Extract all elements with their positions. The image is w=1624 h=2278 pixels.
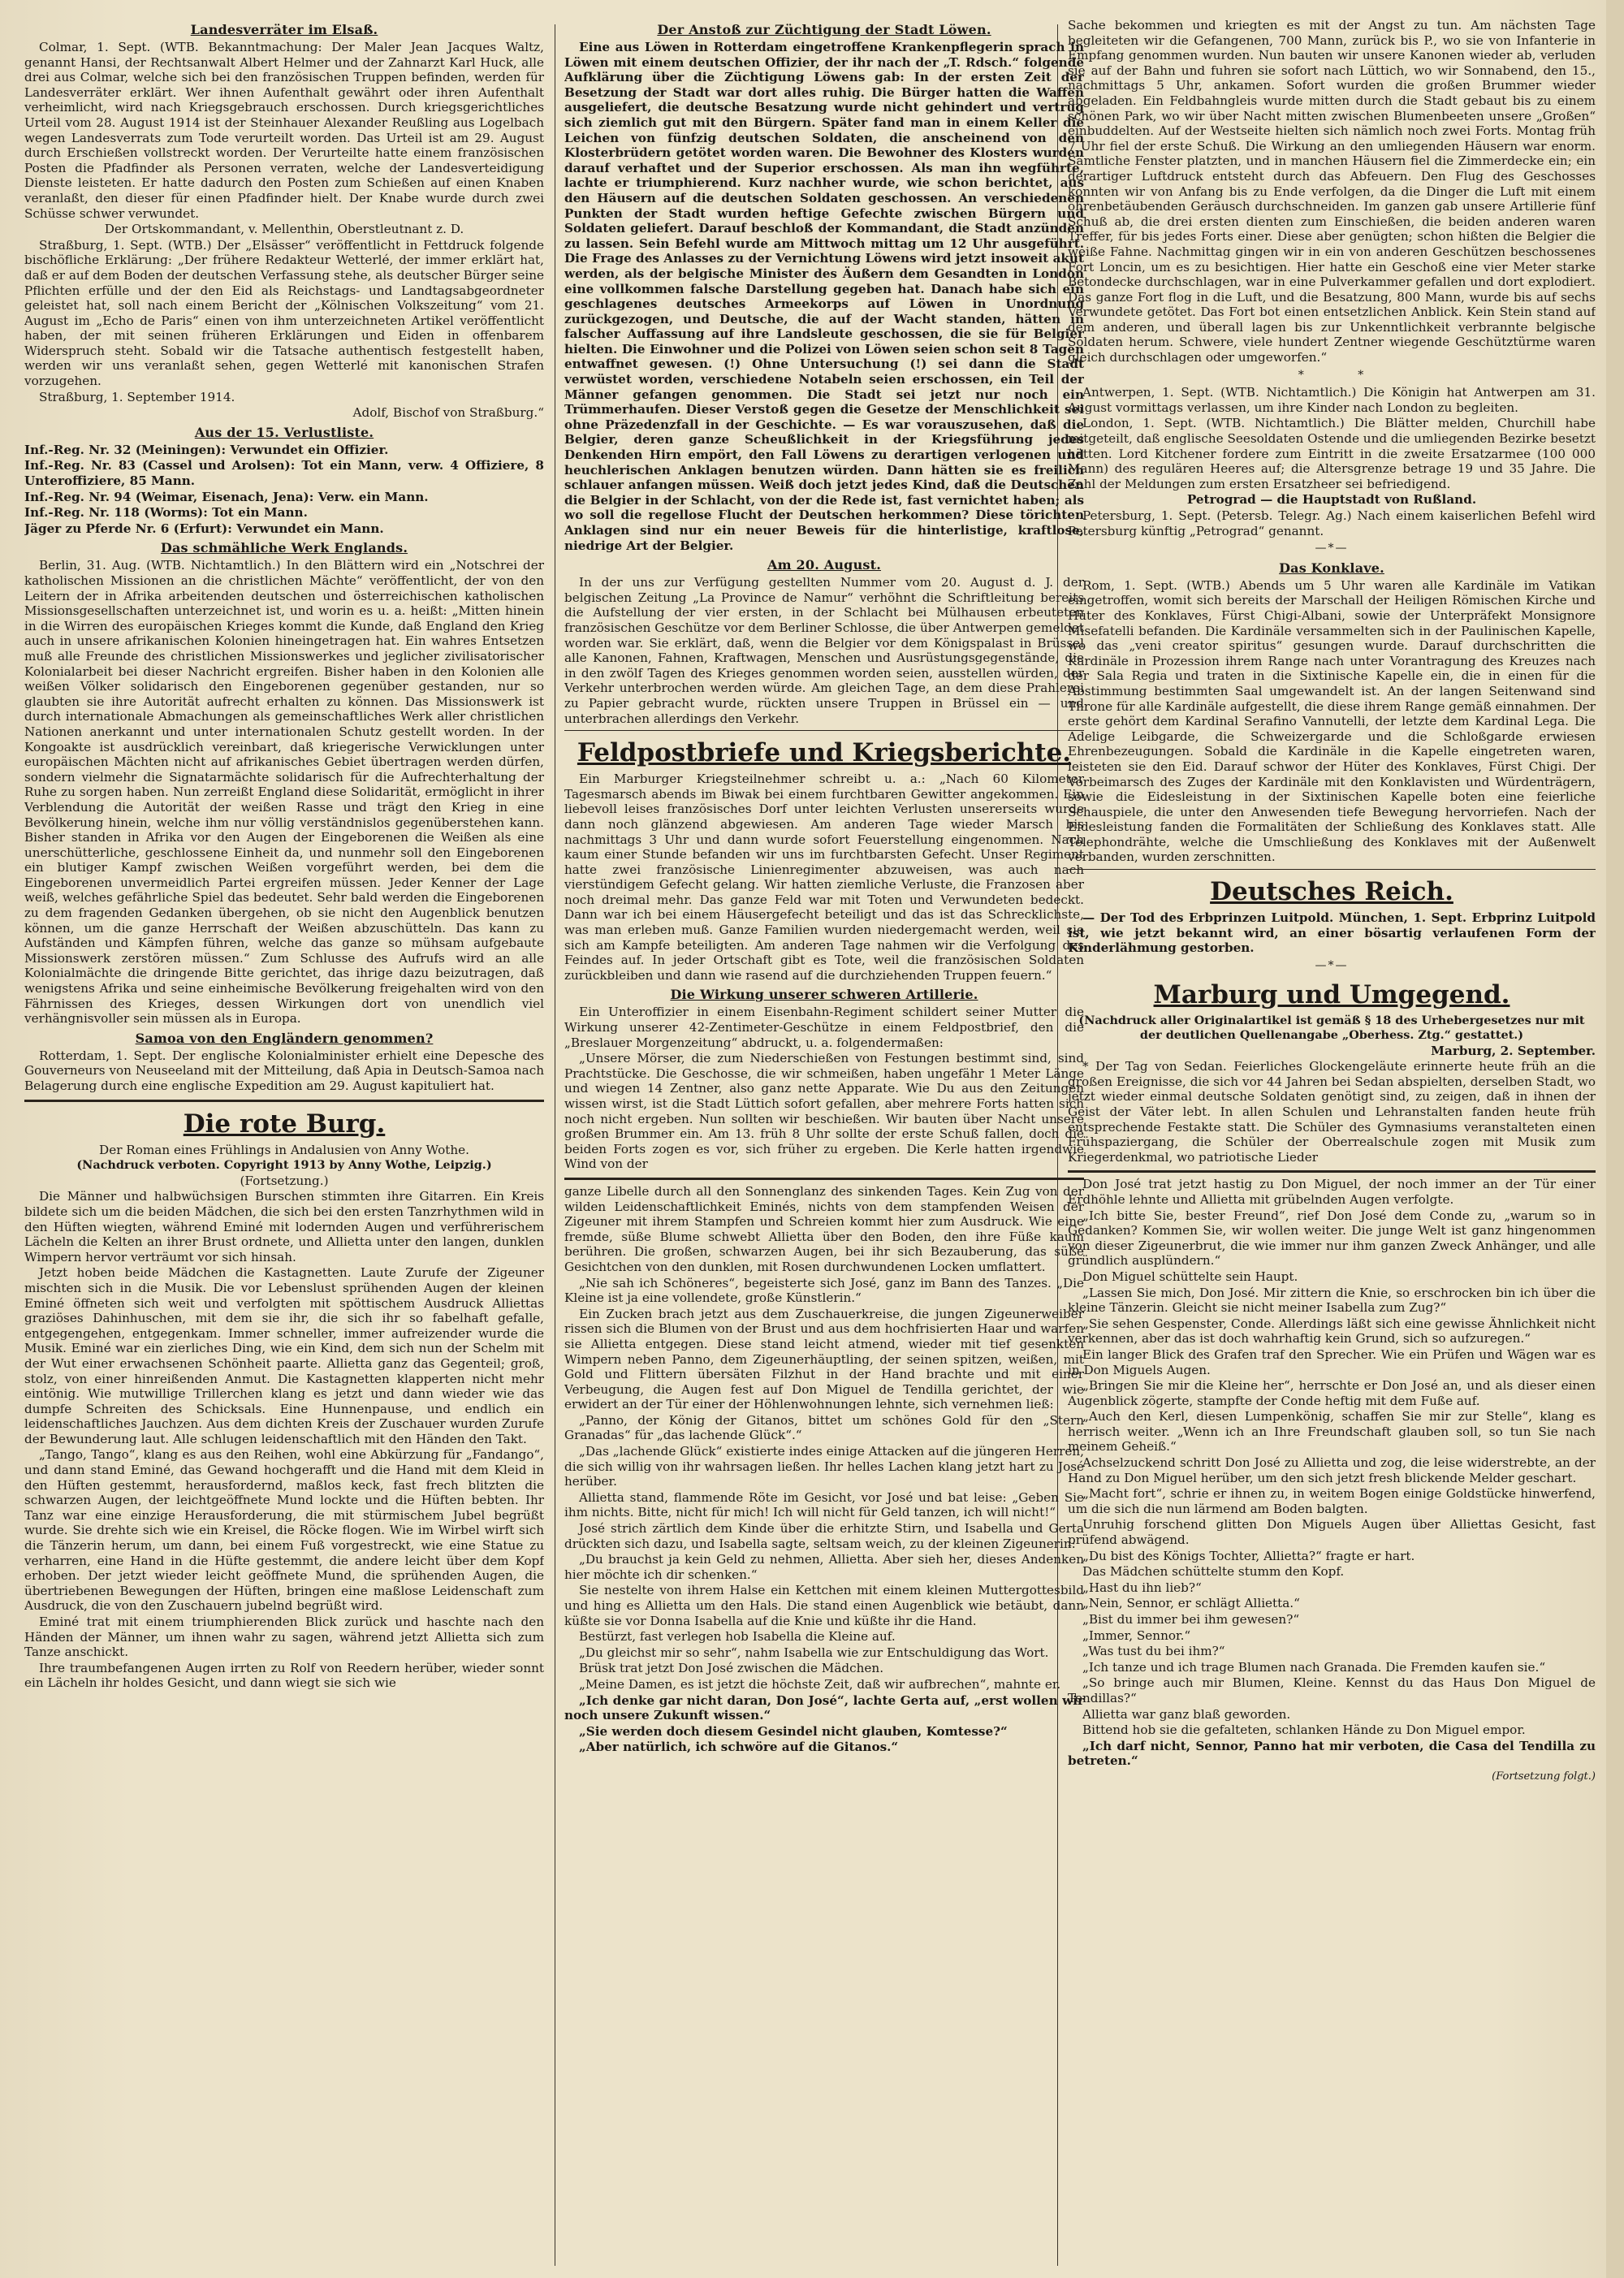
list-item: Inf.-Reg. Nr. 118 (Worms): Tot ein Mann. <box>24 505 308 521</box>
paragraph: Straßburg, 1. Sept. (WTB.) Der „Elsässer“ veröffentlicht in Fettdruck folgende bischöfliche Erklärung: „Der frühere Redakteur Wetterlé, der immer erklärt hat, daß er auf dem Boden der deutschen Verfassung stehe, als deutscher Bürger seine Pflichten erfülle und der den Eid als Reichstags- und Landtagsabgeordneter geleistet hat, soll nach einem Bericht der „Kölnischen Volkszeitung“ vom 21. August im „Echo de Paris“ einen von ihm unterzeichneten Artikel veröffentlicht haben, der mit seinen früheren Erklärungen und Eiden in offenbarem Widerspruch steht. Sobald wir die Tatsache authentisch festgestellt haben, werden wir uns veranlaßt sehen, gegen Wetterlé mit kanonischen Strafen vorzugehen. <box>24 237 544 389</box>
list-item: Inf.-Reg. Nr. 94 (Weimar, Eisenach, Jena): Verw. ein Mann. <box>24 489 429 504</box>
paragraph: „Immer, Sennor.“ <box>1082 1627 1191 1643</box>
paragraph: Ihre traumbefangenen Augen irrten zu Rolf von Reedern herüber, wieder sonnt ein Lächeln ihr holdes Gesicht, und dann wiegt sie sich wie <box>24 1660 544 1691</box>
paragraph: * Der Tag von Sedan. Feierliches Glockengeläute erinnerte heute früh an die großen Ereignisse, die sich vor 44 Jahren bei Sedan abspielten, derselben Stadt, wo jetzt wieder einmal deutsche Soldaten genötigt sind, zu zeigen, daß in ihnen der Geist der Väter lebt. In allen Schulen und Lehranstalten fanden heute früh entsprechende Festakte statt. Die Schüler des Gymnasiums veranstalteten einen Frühspaziergang, die Schüler der Oberrealschule zogen mit Musik zum Kriegerdenkmal, wo patriotische Lieder <box>1068 1059 1596 1165</box>
paragraph: „Bringen Sie mir die Kleine her“, herrschte er Don José an, und als dieser einen Augenblick zögerte, stampfte der Conde heftig mit dem Fuße auf. <box>1068 1378 1596 1408</box>
section-rule <box>24 1100 544 1102</box>
list-item: Inf.-Reg. Nr. 83 (Cassel und Arolsen): Tot ein Mann, verw. 4 Offiziere, 8 Unteroffiziere, 85 Mann. <box>24 458 544 489</box>
paragraph: Ein Marburger Kriegsteilnehmer schreibt u. a.: „Nach 60 Kilometer Tagesmarsch abends im Biwak bei einem furchtbaren Gewitter angekommen. Ein liebevoll leises französisches Dorf unter leichten Verlusten unsererseits wurde dann noch glänzend abgewiesen. Am anderen Tage wieder Marsch bis nachmittags 3 Uhr und dann wurde sofort Feuerstellung eingenommen. Nach kaum einer Stunde befanden wir uns im furchtbarsten Gefecht. Unser Regiment hatte zwei französische Linienregimenter abzuweisen, was auch nach vierstündigem Gefecht gelang. Wir hatten ziemliche Verluste, die Franzosen aber noch dreimal mehr. Das ganze Feld war mit Toten und Verwundeten bedeckt. Dann war ich bei einem Häusergefecht beteiligt und das ist das Schrecklichste, was man erleben muß. Ganze Familien wurden niedergemacht werden, weil sie sich am Kampfe beteiligten. Am anderen Tage nahmen wir die Verfolgung des Feindes auf. In jeder Ortschaft gibt es Tote, weil die französischen Soldaten zurückbleiben und dann wie rasend auf die durchziehenden Truppen feuern.“ <box>564 772 1084 983</box>
feuilleton-title: Die rote Burg. <box>183 1109 386 1139</box>
copyright-note: (Nachdruck verboten. Copyright 1913 by Anny Wothe, Leipzig.) <box>76 1158 492 1173</box>
page-edge <box>1606 0 1624 2278</box>
paragraph: Berlin, 31. Aug. (WTB. Nichtamtlich.) In den Blättern wird ein „Notschrei der katholischen Missionen an die christlichen Mächte“ veröffentlicht, der von den Leitern der in Afrika arbeitenden deutschen und österreichischen katholischen Missionsgesellschaften unterzeichnet ist, und worin es u. a. heißt: „Mitten hinein in die Wirren des europäischen Krieges kommt die Kunde, daß England den Krieg auch in unsere afrikanischen Kolonien hineingetragen hat. Ein wahres Entsetzen muß alle Freunde des christlichen Missionswerkes und jeglicher zivilisatorischer Kolonialarbeit bei dieser Nachricht ergreifen. Bisher haben in den Kolonien alle weißen Völker solidarisch den Eingeborenen gegenüber gestanden, nur so glaubten sie ihre Autorität aufrecht erhalten zu können. Das Missionswerk ist durch internationale Abmachungen als gemeinschaftliches Werk aller christlichen Nationen anerkannt und unter internationalen Schutz gestellt worden. In der Kongoakte ist ausdrücklich vereinbart, daß kriegerische Verwicklungen unter europäischen Mächten nicht auf afrikanisches Gebiet übertragen werden dürfen, sondern vielmehr die Signatarmächte solidarisch für die Aufrechterhaltung der Ruhe zu sorgen haben. Nun zerreißt England diese Solidarität, ermöglicht in ihrer Verblendung die Autorität der weißen Rasse und trägt den Krieg in eine Bevölkerung hinein, welche ihm nur völlig verständnislos gegenüberstehen kann. Bisher standen in Afrika vor den Augen der Eingeborenen die Weißen als eine unerschütterliche, geschlossene Einheit da, und nunmehr soll den Eingeborenen ein blutiger Kampf zwischen Weißen vorgeführt werden, bei dem die Eingeborenen unvermeidlich Partei ergreifen müssen. Jeder Kenner der Lage weiß, welches gefährliche Spiel das bedeutet. Sehr bald werden die Eingeborenen zu dem fragenden Gedanken übergehen, ob sie nicht den Augenblick benutzen können, um die ganze Herrschaft der Weißen abzuschütteln. Das kann zu Aufständen und Kämpfen führen, welche das ganze so mühsam aufgebaute Missionswerk zerstören müssen.“ Zum Schlusse des Aufrufs wird an alle Kolonialmächte die dringende Bitte gerichtet, das ihrige dazu beizutragen, daß wenigstens Afrika und seine einheimische Bevölkerung freigehalten wird von den Fährnissen des Krieges, dessen Wirkungen dort von unendlich viel verhängnisvoller sein müssen als in Europa. <box>24 558 544 1027</box>
paragraph: Allietta war ganz blaß geworden. <box>1082 1706 1291 1722</box>
continuation-note: (Fortsetzung.) <box>240 1173 329 1188</box>
paragraph: „Du brauchst ja kein Geld zu nehmen, Allietta. Aber sieh her, dieses Andenken hier möchte ich dir schenken.“ <box>564 1552 1084 1582</box>
headline-konklave: Das Konklave. <box>1279 560 1384 576</box>
headline-loewen: Der Anstoß zur Züchtigung der Stadt Löwen. <box>657 22 991 37</box>
paragraph: „Was tust du bei ihm?“ <box>1082 1644 1225 1659</box>
separator-asterisk: —*— <box>1315 958 1349 972</box>
paragraph: „Tango, Tango“, klang es aus den Reihen, wohl eine Abkürzung für „Fandango“, und dann stand Eminé, das Gewand hochgerafft und die Hand mit dem Kleid in den Hüften gestemmt, herausfordernd, maßlos keck, fast frech blitzten die schwarzen Augen, der leichtgeöffnete Mund lockte und die Hüften bebten. Ihr Tanz war eine einzige Herausforderung, die mit stürmischem Jubel begrüßt wurde. Sie drehte sich wie ein Kreisel, die Röcke flogen. Wie im Wirbel wirft sich die Tänzerin herum, um dann, bei einem Fuß vorgestreckt, wie eine Statue zu verharren, eine Hand in die Hüfte gestemmt, die andere leicht über dem Kopf erhoben. Der jetzt wieder leicht geöffnete Mund, die sprühenden Augen, die übertriebenen Bewegungen der Hüften, bringen eine maßlose Leidenschaft zum Ausdruck, die von den Zuschauern jubelnd begrüßt wird. <box>24 1447 544 1614</box>
dateline: Straßburg, 1. September 1914. <box>39 389 235 404</box>
paragraph: José strich zärtlich dem Kinde über die erhitzte Stirn, und Isabella und Gerta drückten sich dazu, und Isabella sagte, seltsam weich, zu der kleinen Zigeunerin: <box>564 1521 1084 1551</box>
paragraph: Jetzt hoben beide Mädchen die Kastagnetten. Laute Zurufe der Zigeuner mischten sich in die Musik. Die vor Lebenslust sprühenden Augen der kleinen Eminé öffneten sich weit und verfolgten mit spöttischem Ausdruck Alliettas graziöses Dahinhuschen, mit dem sie ihr, die sich ihr so fabelhaft gefalle, entgegengehen, entgegenkam. Immer schneller, immer aufreizender wurde die Musik. Eminé war ein zierliches Ding, wie ein Kind, dem sich nun der Schelm mit der Wut einer erwachsenen Schönheit paarte. Allietta ganz das Gegenteil; groß, stolz, von einer hinreißenden Anmut. Die Kastagnetten klapperten nicht mehr eintönig. Wie mutwillige Trillerchen klang es jetzt und dann wieder wie das dumpfe Schreiten des Schicksals. Eine Hunnenpause, und endlich ein leidenschaftliches Jauchzen. Aus dem dichten Kreis der Zuschauer wurden Zurufe der Bewunderung laut. Alle schlugen leidenschaftlich mit den Händen den Takt. <box>24 1265 544 1446</box>
paragraph: Don José trat jetzt hastig zu Don Miguel, der noch immer an der Tür einer Erdhöhle lehnte und Allietta mit grübelnden Augen verfolgte. <box>1068 1177 1596 1207</box>
paragraph: — Der Tod des Erbprinzen Luitpold. München, 1. Sept. Erbprinz Luitpold ist, wie jetzt bekannt wird, an einer bösartig verlaufenen Form der Kinderlähmung gestorben. <box>1068 910 1596 956</box>
paragraph: Antwerpen, 1. Sept. (WTB. Nichtamtlich.) Die Königin hat Antwerpen am 31. August vormittags verlassen, um ihre Kinder nach London zu begleiten. <box>1068 385 1596 415</box>
paragraph: Das Mädchen schüttelte stumm den Kopf. <box>1082 1564 1345 1580</box>
paragraph: Petersburg, 1. Sept. (Petersb. Telegr. Ag.) Nach einem kaiserlichen Befehl wird Petersburg künftig „Petrograd“ genannt. <box>1068 508 1596 538</box>
paragraph: Ein Zucken brach jetzt aus dem Zuschauerkreise, die jungen Zigeunerweiber rissen sich die Blumen von der Brust und aus dem hochfrisierten Haar und warfen sie Allietta entgegen. Diese stand leicht atmend, wieder mit tief gesenkten Wimpern neben Panno, dem Zigeunerhäuptling, der seinen spitzen, weißen, mit Gold und Flittern übersäten Filzhut in der Hand brachte und mit einer Verbeugung, die Augen fest auf Don Miguel de Tendilla gerichtet, der wie erwidert an der Tür einer der Höhlenwohnungen lehnte, sich vernehmen ließ: <box>564 1306 1084 1412</box>
paragraph: Sache bekommen und kriegten es mit der Angst zu tun. Am nächsten Tage begleiteten wir die Gefangenen, 700 Mann, zurück bis P., wo sie von Infanterie in Empfang genommen wurden. Nun bauten wir unsere Kanonen wieder ab, verluden sie auf der Bahn und fuhren sie sofort nach Lüttich, wo wir Sonnabend, den 15., nachmittags 5 Uhr, ankamen. Sofort wurden die großen Brummer wieder abgeladen. Ein Feldbahngleis wurde mitten durch die Stadt gebaut bis zu einem schönen Park, wo wir über Nacht mitten zwischen Blumenbeeten unsere „Großen“ einbuddelten. Auf der Westseite hielten sich nämlich noch zwei Forts. Montag früh 7 Uhr fiel der erste Schuß. Die Wirkung an den umliegenden Häusern war enorm. Sämtliche Fenster platzten, und in manchen Häusern fiel die Zimmerdecke ein; ein derartiger Luftdruck entsteht durch das Abfeuern. Den Flug des Geschosses konnten wir von Anfang bis zu Ende verfolgen, da die Dinger die Luft mit einem ohrenbetäubenden Geräusch durchschneiden. Im ganzen gab unsere Artillerie fünf Schuß ab, die drei ersten dienten zum Einschießen, die beiden anderen waren Treffer, für bis jedes Forts einer. Diese aber genügten; schon hißten die Belgier die weiße Fahne. Nachmittag gingen wir in ein von anderen Geschützen beschossenes Fort Loncin, um es zu besichtigen. Hier hatte ein Geschoß eine vier Meter starke Betondecke durchschlagen, war in eine Pulverkammer gefallen und dort explodiert. Das ganze Fort flog in die Luft, und die Besatzung, 800 Mann, wurde bis auf sechs Verwundete getötet. Das Fort bot einen entsetzlichen Anblick. Kein Stein stand auf dem anderen, und überall lagen bis zur Unkenntlichkeit verbrannte belgische Soldaten herum. Schwere, viele hundert Zentner wiegende Geschütztürme waren gleich durchschlagen oder umgeworfen.“ <box>1068 18 1596 365</box>
paragraph: ganze Libelle durch all den Sonnenglanz des sinkenden Tages. Kein Zug von der wilden Leidenschaftlichkeit Eminés, nichts von dem stampfenden Weisen der Zigeuner mit ihrem Stampfen und Schreien kommt hier zum Ausdruck. Wie eine fremde, süße Blume schwebt Allietta über den Boden, den ihre Füße kaum berühren. Die großen, schwarzen Augen, bei ihr sich Bezauberung, das süße Gesichtchen von den dunklen, mit Rosen durchwundenen Locken umflattert. <box>564 1183 1084 1274</box>
paragraph: „Aber natürlich, ich schwöre auf die Gitanos.“ <box>579 1740 899 1755</box>
paragraph: „Bist du immer bei ihm gewesen?“ <box>1082 1612 1300 1627</box>
paragraph: „Nie sah ich Schöneres“, begeisterte sich José, ganz im Bann des Tanzes. „Die Kleine ist ja eine vollendete, große Künstlerin.“ <box>564 1275 1084 1306</box>
paragraph: „Ich denke gar nicht daran, Don José“, lachte Gerta auf, „erst wollen wir noch unsere Zukunft wissen.“ <box>564 1692 1084 1723</box>
headline-feldpost: Feldpostbriefe und Kriegsberichte. <box>577 738 1072 768</box>
paragraph: „Unsere Mörser, die zum Niederschießen von Festungen bestimmt sind, sind Prachtstücke. Die Geschosse, die wir schmeißen, haben ungefähr 1 Meter Länge und wiegen 14 Zentner, also ganz nette Apparate. Wie Du aus den Zeitungen wissen wirst, ist die Stadt Lüttich sofort gefallen, aber mehrere Forts hatten sich noch nicht ergeben. Nun sollten wir beschießen. Wir bauten über Nacht unsere großen Brummer ein. Am 13. früh 8 Uhr sollte der erste Schuß fallen, doch die beiden Forts zogen es vor, sich früher zu ergeben. Die Kerle hatten irgendwie Wind von der <box>564 1051 1084 1172</box>
reprint-note: (Nachdruck aller Originalartikel ist gemäß § 18 des Urhebergesetzes nur mit der deutlichen Quellenangabe „Oberhess. Ztg.“ gestattet.) <box>1078 1014 1585 1043</box>
paragraph: „So bringe auch mir Blumen, Kleine. Kennst du das Haus Don Miguel de Tendillas?“ <box>1068 1675 1596 1705</box>
paragraph: „Ich tanze und ich trage Blumen nach Granada. Die Fremden kaufen sie.“ <box>1082 1659 1546 1675</box>
paragraph: In der uns zur Verfügung gestellten Nummer vom 20. August d. J. der belgischen Zeitung „La Province de Namur“ verhöhnt die Schriftleitung bereits die Aufstellung der vier ersten, in der Schlacht bei Mülhausen erbeuteten französischen Geschütze vor dem Berliner Schlosse, die über Antwerpen gemeldet worden war. Sie erklärt, daß, wenn die Belgier vor dem Königspalast in Brüssel alle Kanonen, Fahnen, Kraftwagen, Menschen und Ausrüstungsgegenstände, die in den zwölf Tagen des Krieges genommen worden seien, ausstellen würden, der Verkehr unterbrochen werden würde. Am gleichen Tage, an dem diese Prahlerei zu Papier gebracht wurde, rückten unsere Truppen in Brüssel ein — und unterbrachen allerdings den Verkehr. <box>564 575 1084 726</box>
headline-marburg: Marburg und Umgegend. <box>1153 980 1510 1010</box>
list-item: Jäger zu Pferde Nr. 6 (Erfurt): Verwundet ein Mann. <box>24 521 384 536</box>
headline-england: Das schmähliche Werk Englands. <box>160 540 408 556</box>
headline-am20: Am 20. August. <box>767 557 881 573</box>
signature: Adolf, Bischof von Straßburg.“ <box>352 405 544 421</box>
loss-list <box>24 443 544 537</box>
subheadline: Petrograd — die Hauptstadt von Rußland. <box>1186 492 1477 508</box>
paragraph: Unruhig forschend glitten Don Miguels Augen über Alliettas Gesicht, fast prüfend abwägend. <box>1068 1517 1596 1548</box>
to-be-continued: (Fortsetzung folgt.) <box>1492 1770 1596 1783</box>
section-rule <box>1068 1170 1596 1173</box>
paragraph: Brüsk trat jetzt Don José zwischen die Mädchen. <box>579 1661 884 1676</box>
paragraph: Eminé trat mit einem triumphierenden Blick zurück und haschte nach den Händen der Männer, um ihnen wahr zu sagen, während jetzt Allietta sich zum Tanze anschickt. <box>24 1614 544 1660</box>
paragraph: „Sie werden doch diesem Gesindel nicht glauben, Komtesse?“ <box>579 1723 1008 1739</box>
paragraph: „Macht fort“, schrie er ihnen zu, in weitem Bogen einige Goldstücke hinwerfend, um die sich die nun lärmend am Boden balgten. <box>1068 1486 1596 1516</box>
paragraph: „Auch den Kerl, diesen Lumpenkönig, schaffen Sie mir zur Stelle“, klang es herrisch weiter. „Wenn ich an Ihre Freundschaft glauben soll, so tun Sie nach meinem Geheiß.“ <box>1068 1409 1596 1455</box>
list-item: Inf.-Reg. Nr. 32 (Meiningen): Verwundet ein Offizier. <box>24 442 389 457</box>
paragraph: Ein Unteroffizier in einem Eisenbahn-Regiment schildert seiner Mutter die Wirkung unserer 42-Zentimeter-Geschütze in einem Feldpostbrief, den die „Breslauer Morgenzeitung“ abdruckt, u. a. folgendermaßen: <box>564 1005 1084 1050</box>
section-rule <box>564 1178 1084 1180</box>
paragraph: „Ich bitte Sie, bester Freund“, rief Don José dem Conde zu, „warum so in Gedanken? Kommen Sie, wir wollen weiter. Die junge Welt ist ganz hingenommen von dieser Zigeunerbrut, die wie immer nur ihm ganzen Zweck Anhänger, und alle gründlich ausplündern.“ <box>1068 1208 1596 1269</box>
paragraph: „Ich darf nicht, Sennor, Panno hat mir verboten, die Casa del Tendilla zu betreten.“ <box>1068 1738 1596 1769</box>
paragraph: „Nein, Sennor, er schlägt Allietta.“ <box>1082 1596 1300 1611</box>
headline-landesverraeter: Landesverräter im Elsaß. <box>190 22 378 37</box>
headline-verlustliste: Aus der 15. Verlustliste. <box>194 424 374 440</box>
paragraph: Bestürzt, fast verlegen hob Isabella die Kleine auf. <box>579 1629 896 1645</box>
paragraph: Don Miguel schüttelte sein Haupt. <box>1082 1269 1298 1284</box>
signature: Der Ortskommandant, v. Mellenthin, Oberstleutnant z. D. <box>104 222 464 237</box>
paragraph: Rotterdam, 1. Sept. Der englische Kolonialminister erhielt eine Depesche des Gouverneurs von Neuseeland mit der Mitteilung, daß Apia in Deutsch-Samoa nach Belagerung durch eine englische Expedition am 29. August kapituliert hat. <box>24 1048 544 1093</box>
paragraph: „Lassen Sie mich, Don José. Mir zittern die Knie, so erschrocken bin ich über die kleine Tänzerin. Gleicht sie nicht meiner Isabella zum Zug?“ <box>1068 1285 1596 1316</box>
paragraph: Die Männer und halbwüchsigen Burschen stimmten ihre Gitarren. Ein Kreis bildete sich um die beiden Mädchen, die sich bei den ersten Tanzrhythmen wild in den Hüften wiegten, während Eminé mit lodernden Augen und verführerischem Lächeln die Kelten an ihrer Brust ordnete, und Allietta unter den langen, dunklen Wimpern hervor verträumt vor sich hinsah. <box>24 1189 544 1264</box>
section-rule <box>1068 869 1596 870</box>
paragraph: „Sie sehen Gespenster, Conde. Allerdings läßt sich eine gewisse Ähnlichkeit nicht verkennen, aber das ist doch wahrhaftig kein Grund, sich so aufzuregen.“ <box>1068 1316 1596 1346</box>
paragraph: „Meine Damen, es ist jetzt die höchste Zeit, daß wir aufbrechen“, mahnte er. <box>579 1676 1061 1692</box>
paragraph: Achselzuckend schritt Don José zu Allietta und zog, die leise widerstrebte, an der Hand zu Don Miguel herüber, um den sich jetzt fresh blickende Melder geschart. <box>1068 1455 1596 1485</box>
paragraph: Sie nestelte von ihrem Halse ein Kettchen mit einem kleinen Muttergottesbild und hing es Allietta um den Hals. Die stand einen Augenblick wie betäubt, dann küßte sie vor Donna Isabella auf die Knie und küßte ihr die Hand. <box>564 1583 1084 1628</box>
column-1 <box>24 18 544 2267</box>
headline-samoa: Samoa von den Engländern genommen? <box>135 1030 434 1046</box>
paragraph: Allietta stand, flammende Röte im Gesicht, vor José und bat leise: „Geben Sie ihm nichts. Bitte, nicht für mich! Ich will nicht für Geld tanzen, ich will nicht!“ <box>564 1489 1084 1520</box>
paragraph: Ein langer Blick des Grafen traf den Sprecher. Wie ein Prüfen und Wägen war es in Don Miguels Augen. <box>1068 1346 1596 1377</box>
headline-reich: Deutsches Reich. <box>1210 877 1453 907</box>
paragraph: „Panno, der König der Gitanos, bittet um schönes Gold für den „Stern Granadas“ für „das lachende Glück“.“ <box>564 1412 1084 1443</box>
feuilleton-subtitle: Der Roman eines Frühlings in Andalusien von Anny Wothe. <box>99 1142 469 1157</box>
paragraph: Rom, 1. Sept. (WTB.) Abends um 5 Uhr waren alle Kardinäle im Vatikan eingetroffen, womit sich bereits der Marschall der Heiligen Römischen Kirche und Hüter des Konklaves, Fürst Chigi-Albani, sowie der Unterpräfekt Monsignore Misefatelli befanden. Die Kardinäle versammelten sich in der Paulinischen Kapelle, wo das „veni creator spiritus“ gesungen wurde. Darauf durchschritten die Kardinäle in Prozession ihrem Range nach unter Vorantragung des Kreuzes nach der Sala Regia und traten in die Sixtinische Kapelle ein, die in einen für die Abstimmung bestimmten Saal umgewandelt ist. An der langen Seitenwand sind Throne für alle Kardinäle aufgestellt, die diese ihrem Range gemäß einnahmen. Der erste gehört dem Kardinal Serafino Vannutelli, der letzte dem Kardinal Lega. Die Adelige Leibgarde, die Schweizergarde und die Schloßgarde erwiesen Ehrenbezeugungen. Sobald die Kardinäle in die Kapelle eingetreten waren, leisteten sie den Eid. Darauf schwor der Hüter des Konklaves, Fürst Chigi. Der Vorbeimarsch des Zuges der Kardinäle mit den Konklavisten und Würdenträgern, sowie die Eidesleistung in der Sixtinischen Kapelle boten eine feierliche Schauspiele, die unter den Anwesenden tiefe Bewegung hervorriefen. Nach der Eidesleistung fanden die Formalitäten der Schließung des Konklaves statt. Alle Telephondrähte, welche die Umschließung des Konklaves mit der Außenwelt verbanden, wurden zerschnitten. <box>1068 577 1596 865</box>
paragraph: „Du gleichst mir so sehr“, nahm Isabella wie zur Entschuldigung das Wort. <box>579 1645 1049 1660</box>
section-rule <box>564 730 1084 731</box>
column-2 <box>564 18 1084 2267</box>
paragraph: „Du bist des Königs Tochter, Allietta?“ fragte er hart. <box>1082 1548 1415 1563</box>
separator-asterisk: —*— <box>1315 542 1349 555</box>
paragraph: Eine aus Löwen in Rotterdam eingetroffene Krankenpflegerin sprach in Löwen mit einem deutschen Offizier, der ihr nach der „T. Rdsch.“ folgende Aufklärung über die Züchtigung Löwens gab: In der ersten Zeit der Besetzung der Stadt war dort alles ruhig. Die Bürger hatten die Waffen ausgeliefert, die deutsche Besatzung wurde nicht gehindert und vertrug sich ziemlich gut mit den Bürgern. Später fand man in einem Keller die Leichen von fünfzig deutschen Soldaten, die anscheinend von den Klosterbrüdern getötet worden waren. Die Bewohner des Klosters wurden darauf verhaftet und der Superior erschossen. Als man ihn wegführte, lachte er triumphierend. Kurz nachher wurde, wie schon berichtet, aus den Häusern auf die deutschen Soldaten geschossen. An verschiedenen Punkten der Stadt wurden heftige Gefechte zwischen Bürgern und Soldaten geliefert. Darauf beschloß der Kommandant, die Stadt anzünden zu lassen. Sein Befehl wurde am Mittwoch mittag um 12 Uhr ausgeführt. Die Frage des Anlasses zu der Vernichtung Löwens wird jetzt insoweit akut werden, als der belgische Minister des Äußern dem Gesandten in London eine vollkommen falsche Darstellung gegeben hat. Danach habe sich ein geschlagenes deutsches Armeekorps auf Löwen in Unordnung zurückgezogen, und Deutsche, die auf der Wacht standen, hätten in falscher Auffassung auf ihre Landsleute geschossen, die sie für Belgier hielten. Die Einwohner und die Polizei von Löwen seien schon seit 8 Tagen entwaffnet gewesen. (!) Ohne Untersuchung (!) sei dann die Stadt verwüstet worden, verschiedene Notabeln seien erschossen, ein Teil der Männer gefangen genommen. Die Stadt sei jetzt nur noch ein Trümmerhaufen. Dieser Verstoß gegen die Gesetze der Menschlichkeit sei ohne Präzedenzfall in der Geschichte. — Es war vorauszusehen, daß die Belgier, deren ganze Scheußlichkeit in der Kriegsführung jedes Denkenden Hirn empört, den Fall Löwens zu derartigen verlogenen und heuchlerischen Anklagen benutzen würden. Dann hätten sie es freilich schlauer anfangen müssen. Weiß doch jetzt jedes Kind, daß die Deutschen die Belgier in der Schlacht, von der die Rede ist, fast vernichtet haben; als wo soll die regellose Flucht der Deutschen herkommen? Diese törichten Anklagen sind nur ein neuer Beweis für die hinterlistige, kraftlose, niedrige Art der Belgier. <box>564 40 1084 553</box>
paragraph: London, 1. Sept. (WTB. Nichtamtlich.) Die Blätter melden, Churchill habe mitgeteilt, daß englische Seesoldaten Ostende und die umliegenden Bezirke besetzt hätten. Lord Kitchener fordere zum Eintritt in die zweite Ersatzarmee (100 000 Mann) des regulären Heeres auf; die Altersgrenze betrage 19 und 35 Jahre. Die Zahl der Meldungen zum ersten Ersatzheer sei befriedigend. <box>1068 416 1596 491</box>
paragraph: „Das „lachende Glück“ existierte indes einige Attacken auf die jüngeren Herren, die sich willig von ihr wahrsagen ließen. Ihr helles Lachen klang jetzt hart zu José herüber. <box>564 1444 1084 1489</box>
column-3 <box>1068 18 1596 2267</box>
separator-asterisk: * * <box>1298 368 1366 382</box>
paragraph: „Hast du ihn lieb?“ <box>1082 1580 1202 1595</box>
paragraph: Colmar, 1. Sept. (WTB. Bekanntmachung: Der Maler Jean Jacques Waltz, genannt Hansi, der Rechtsanwalt Albert Helmer und der Zahnarzt Karl Huck, alle drei aus Colmar, welche sich bei den französischen Truppen befinden, werden für Landesverräter erklärt. Wer ihnen Aufenthalt gewährt oder ihren Aufenthalt verheimlicht, wird nach Kriegsgebrauch erschossen. Durch kriegsgerichtliches Urteil vom 28. August 1914 ist der Steinhauer Alexander Reußling aus Logelbach wegen Landesverrats zum Tode verurteilt worden. Das Urteil ist am 29. August durch Erschießen vollstreckt worden. Der Verurteilte hatte einem französischen Posten die Pfadfinder als Personen verraten, welche der Landesverteidigung Dienste leisteten. Er hatte dadurch den Posten zum Schießen auf einen Knaben veranlaßt, den dieser für einen Pfadfinder hielt. Der Knabe wurde durch zwei Schüsse schwer verwundet. <box>24 40 544 221</box>
dateline: Marburg, 2. September. <box>1431 1043 1596 1058</box>
paragraph: Bittend hob sie die gefalteten, schlanken Hände zu Don Miguel empor. <box>1082 1723 1526 1738</box>
headline-artillerie: Die Wirkung unserer schweren Artillerie. <box>670 987 978 1003</box>
